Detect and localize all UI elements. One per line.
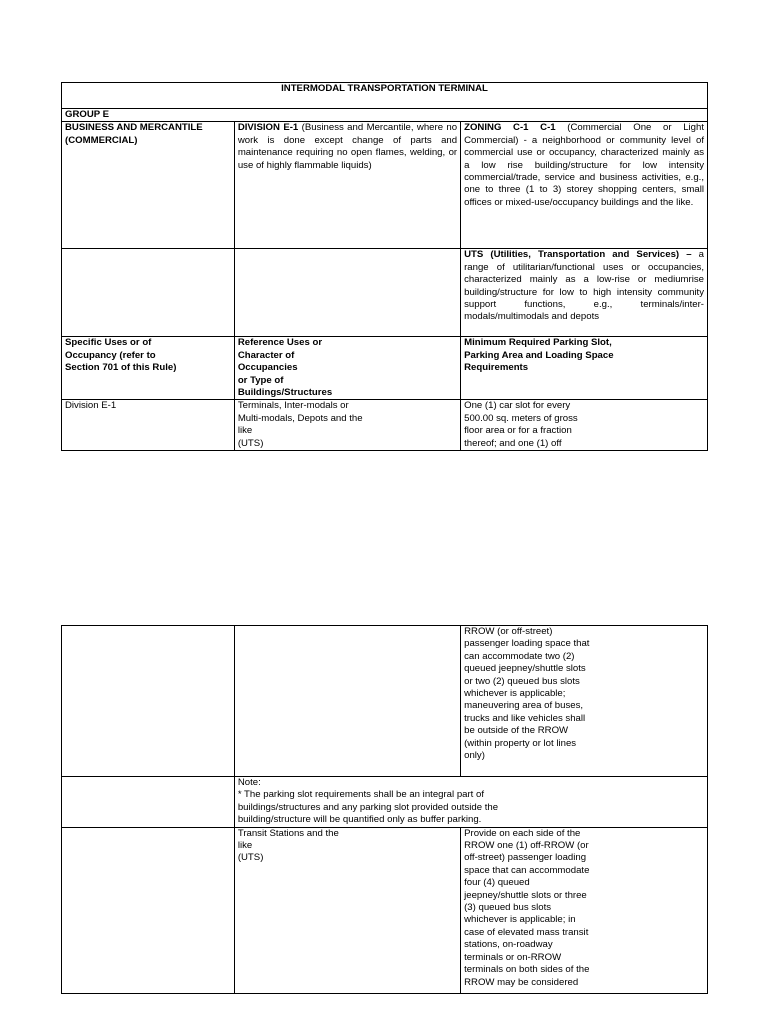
empty-cell <box>62 827 235 993</box>
note-cell: Note: * The parking slot requirements shall be an integral part of buildings/structures and any parking slot provided outside the building/structure will be quantified only as buffer parking. <box>234 777 707 828</box>
uts-cell: UTS (Utilities, Transportation and Services) – a range of utilitarian/functional uses or occupancies, characterized mainly as a low-rise or mediumrise building/structure for low to high intensity community support functions, e.g., terminals/inter-modals/multimodals and depots <box>461 249 708 337</box>
table-title: INTERMODAL TRANSPORTATION TERMINAL <box>62 83 708 109</box>
header-specific-uses: Specific Uses or of Occupancy (refer to Section 701 of this Rule) <box>62 337 235 400</box>
terminal-uses-cell: Terminals, Inter-modals or Multi-modals, Depots and the like (UTS) <box>234 400 460 451</box>
division-row-label: Division E-1 <box>62 400 235 451</box>
empty-cell <box>234 249 460 337</box>
empty-cell <box>62 249 235 337</box>
empty-cell <box>62 777 235 828</box>
division-cell: DIVISION E-1 (Business and Mercantile, where no work is done except change of parts and maintenance requiring no open flames, welding, or use of highly flammable liquids) <box>234 122 460 249</box>
header-parking-requirements: Minimum Required Parking Slot, Parking Area and Loading Space Requirements <box>461 337 708 400</box>
empty-cell <box>62 626 235 777</box>
transit-parking-cell: Provide on each side of the RROW one (1) off-RROW (or off-street) passenger loading space that can accommodate four (4) queued jeepney/shuttle slots or three (3) queued bus slots whichever is applicable; in case of elevated mass transit stations, on-roadway terminals or on-RROW terminals on both sides of the RROW may be considered <box>461 827 708 993</box>
parking-requirements-table-continued <box>61 625 708 994</box>
zoning-cell: ZONING C-1 C-1 (Commercial One or Light Commercial) - a neighborhood or community level of commercial use or occupancy, characterized mainly as a low rise building/structure for low intensity commercial/trade, service and business activities, e.g., one to three (1 to 3) storey shopping centers, small offices or mixed-use/occupancy buildings and the like. <box>461 122 708 249</box>
group-label: GROUP E <box>62 109 708 122</box>
parking-requirements-table <box>61 82 708 451</box>
header-reference-uses: Reference Uses or Character of Occupancies or Type of Buildings/Structures <box>234 337 460 400</box>
loading-space-cell: RROW (or off-street) passenger loading space that can accommodate two (2) queued jeepney/shuttle slots or two (2) queued bus slots whichever is applicable; maneuvering area of buses, trucks and like vehicles shall be outside of the RROW (within property or lot lines only) <box>461 626 708 777</box>
transit-uses-cell: Transit Stations and the like (UTS) <box>234 827 460 993</box>
terminal-parking-cell: One (1) car slot for every 500.00 sq. meters of gross floor area or for a fraction thereof; and one (1) off <box>461 400 708 451</box>
category-cell: BUSINESS AND MERCANTILE (COMMERCIAL) <box>62 122 235 249</box>
empty-cell <box>234 626 460 777</box>
